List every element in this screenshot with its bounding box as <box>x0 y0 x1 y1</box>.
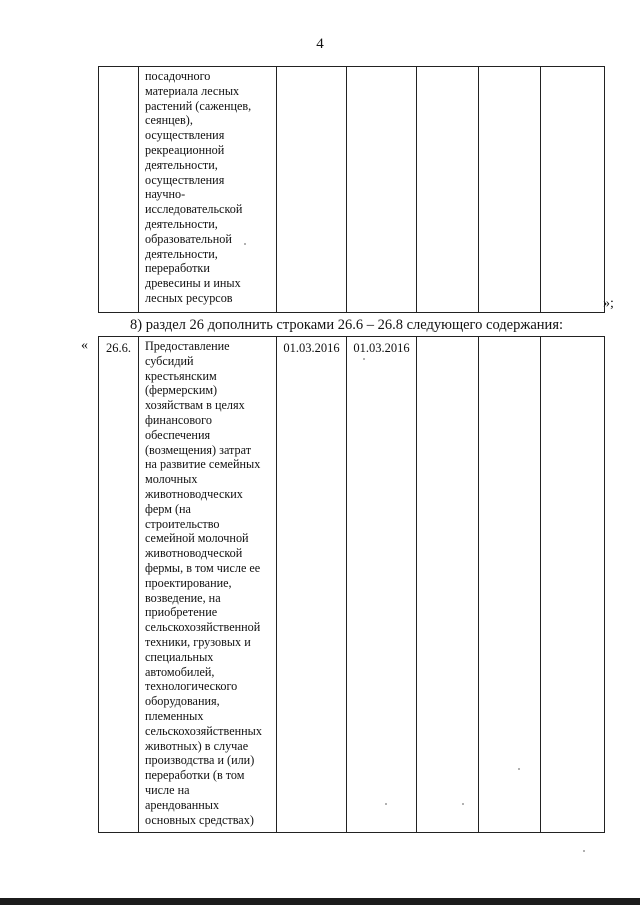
description-line: на развитие семейных <box>145 457 261 472</box>
description-line: оборудования, <box>145 694 220 709</box>
description-line: образовательной <box>145 231 232 246</box>
description-line: лесных ресурсов <box>145 290 233 305</box>
table-row <box>99 337 605 833</box>
description-line: числе на <box>145 782 190 797</box>
description-line: возведение, на <box>145 590 221 605</box>
scan-speck <box>363 358 365 360</box>
scan-speck <box>583 850 585 852</box>
description-line: переработки (в том <box>145 768 245 783</box>
cell-description <box>139 337 277 833</box>
description-line: деятельности, <box>145 246 218 261</box>
description-line: осуществления <box>145 172 225 187</box>
scan-edge <box>0 898 640 905</box>
cell-empty <box>479 67 541 313</box>
description-line: животноводческих <box>145 486 243 501</box>
description-line: финансового <box>145 412 212 427</box>
description-line: осуществления <box>145 128 225 143</box>
description-line: переработки <box>145 261 210 276</box>
description-line: автомобилей, <box>145 664 215 679</box>
cell-empty <box>479 337 541 833</box>
description-line: молочных <box>145 472 198 487</box>
opening-quote: « <box>81 338 88 353</box>
scan-speck <box>462 803 464 805</box>
description-line: сеянцев), <box>145 113 193 128</box>
description-line: исследовательской <box>145 202 243 217</box>
description-line: обеспечения <box>145 427 211 442</box>
description-line: деятельности, <box>145 216 218 231</box>
page-number: 4 <box>316 36 324 52</box>
description-line: Предоставление <box>145 339 230 353</box>
description-line: животных) в случае <box>145 738 249 753</box>
cell-empty <box>347 67 417 313</box>
description-text <box>145 339 272 827</box>
description-text <box>145 69 272 306</box>
scan-speck <box>244 243 246 245</box>
description-line: животноводческой <box>145 546 243 561</box>
description-line: материала лесных <box>145 83 240 98</box>
description-line: хозяйствам в целях <box>145 398 245 413</box>
description-line: научно- <box>145 187 186 202</box>
description-line: специальных <box>145 649 214 664</box>
description-line: производства и (или) <box>145 753 255 768</box>
description-line: посадочного <box>145 69 211 83</box>
table-row <box>99 67 605 313</box>
cell-date-start: 01.03.2016 <box>277 337 347 833</box>
cell-empty <box>417 337 479 833</box>
table-new-rows <box>98 336 605 833</box>
cell-date-end: 01.03.2016 <box>347 337 417 833</box>
description-line: фермы, в том числе ее <box>145 560 261 575</box>
cell-empty <box>541 67 605 313</box>
cell-number <box>99 67 139 313</box>
description-line: семейной молочной <box>145 531 249 546</box>
description-line: сельскохозяйственной <box>145 620 261 635</box>
description-line: крестьянским <box>145 368 217 383</box>
description-line: арендованных <box>145 797 220 812</box>
description-line: древесины и иных <box>145 276 241 291</box>
amendment-instruction: 8) раздел 26 дополнить строками 26.6 – 26.8 следующего содержания: <box>130 317 564 333</box>
description-line: субсидий <box>145 353 194 368</box>
description-line: строительство <box>145 516 220 531</box>
cell-empty <box>277 67 347 313</box>
description-line: ферм (на <box>145 501 191 516</box>
closing-quote: »; <box>603 296 614 311</box>
description-line: технологического <box>145 679 238 694</box>
cell-empty <box>417 67 479 313</box>
cell-description <box>139 67 277 313</box>
table-continuation <box>98 66 605 313</box>
scan-speck <box>518 768 520 770</box>
description-line: проектирование, <box>145 575 232 590</box>
description-line: деятельности, <box>145 157 218 172</box>
description-line: техники, грузовых и <box>145 634 251 649</box>
description-line: приобретение <box>145 605 218 620</box>
scan-speck <box>385 803 387 805</box>
description-line: растений (саженцев, <box>145 98 252 113</box>
cell-number: 26.6. <box>99 337 139 833</box>
cell-empty <box>541 337 605 833</box>
description-line: сельскохозяйственных <box>145 723 262 738</box>
description-line: основных средствах) <box>145 812 254 827</box>
description-line: (возмещения) затрат <box>145 442 252 457</box>
description-line: племенных <box>145 708 204 723</box>
description-line: рекреационной <box>145 142 225 157</box>
description-line: (фермерским) <box>145 383 218 398</box>
